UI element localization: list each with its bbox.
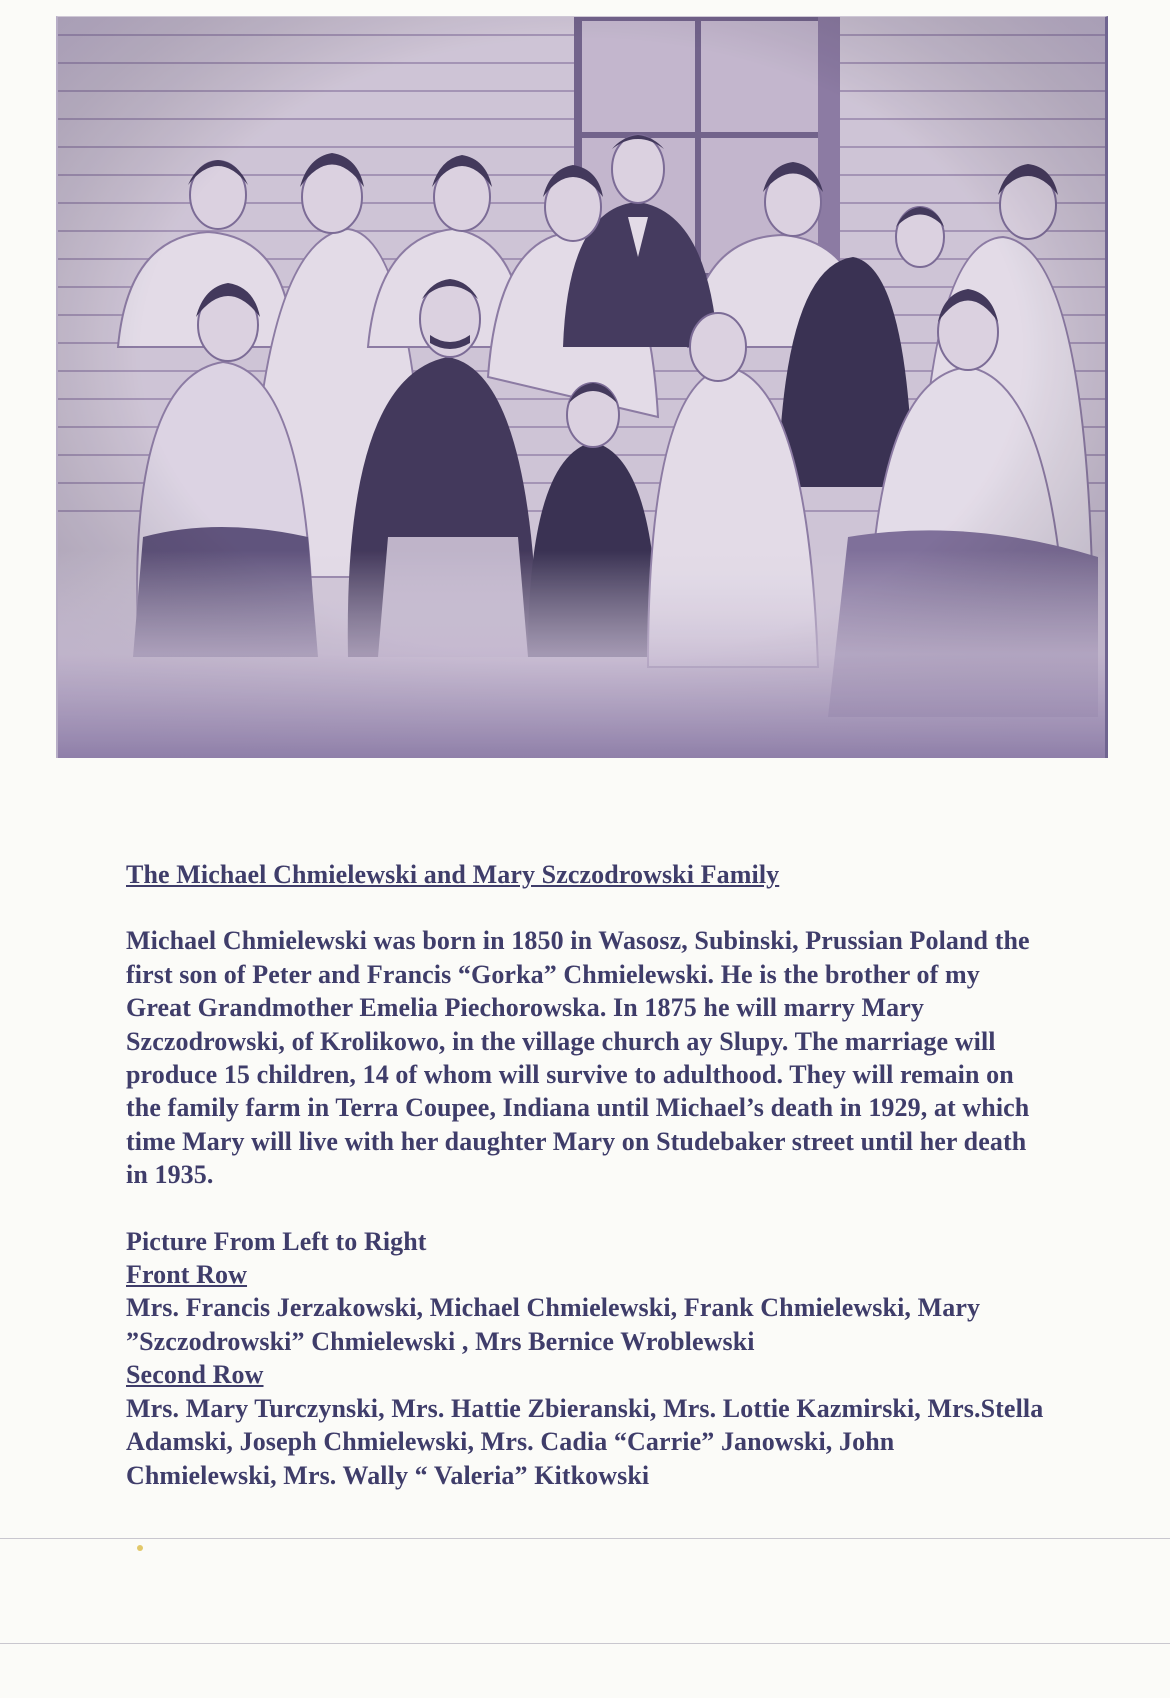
front-row-names: Mrs. Francis Jerzakowski, Michael Chmielewski, Frank Chmielewski, Mary ”Szczodrowski” Chmielewski , Mrs Bernice Wroblewski	[126, 1293, 981, 1356]
picture-order-heading: Picture From Left to Right	[126, 1226, 427, 1256]
scan-edge-line	[0, 1538, 1170, 1539]
photo-caption	[126, 858, 1046, 1492]
caption-title: The Michael Chmielewski and Mary Szczodrowski Family	[126, 860, 780, 889]
second-row-heading: Second Row	[126, 1360, 264, 1390]
scan-speck	[137, 1545, 143, 1551]
family-history-paragraph: Michael Chmielewski was born in 1850 in Wasosz, Subinski, Prussian Poland the first son of Peter and Francis “Gorka” Chmielewski. He is the brother of my Great Grandmother Emelia Piechorowska. In 1875 he will marry Mary Szczodrowski, of Krolikowo, in the village church ay Slupy. The marriage will produce 15 children, 14 of whom will survive to adulthood. They will remain on the family farm in Terra Coupee, Indiana until Michael’s death in 1929, at which time Mary will live with her daughter Mary on Studebaker street until her death in 1935.	[126, 926, 1030, 1190]
second-row-names: Mrs. Mary Turczynski, Mrs. Hattie Zbieranski, Mrs. Lottie Kazmirski, Mrs.Stella Adamski, Joseph Chmielewski, Mrs. Cadia “Carrie” Janowski, John Chmielewski, Mrs. Wally “ Valeria” Kitkowski	[126, 1393, 1044, 1490]
front-row-heading: Front Row	[126, 1260, 248, 1290]
scan-edge-line	[0, 1643, 1170, 1644]
family-photograph	[56, 16, 1108, 758]
family-photo-illustration	[58, 17, 1105, 758]
